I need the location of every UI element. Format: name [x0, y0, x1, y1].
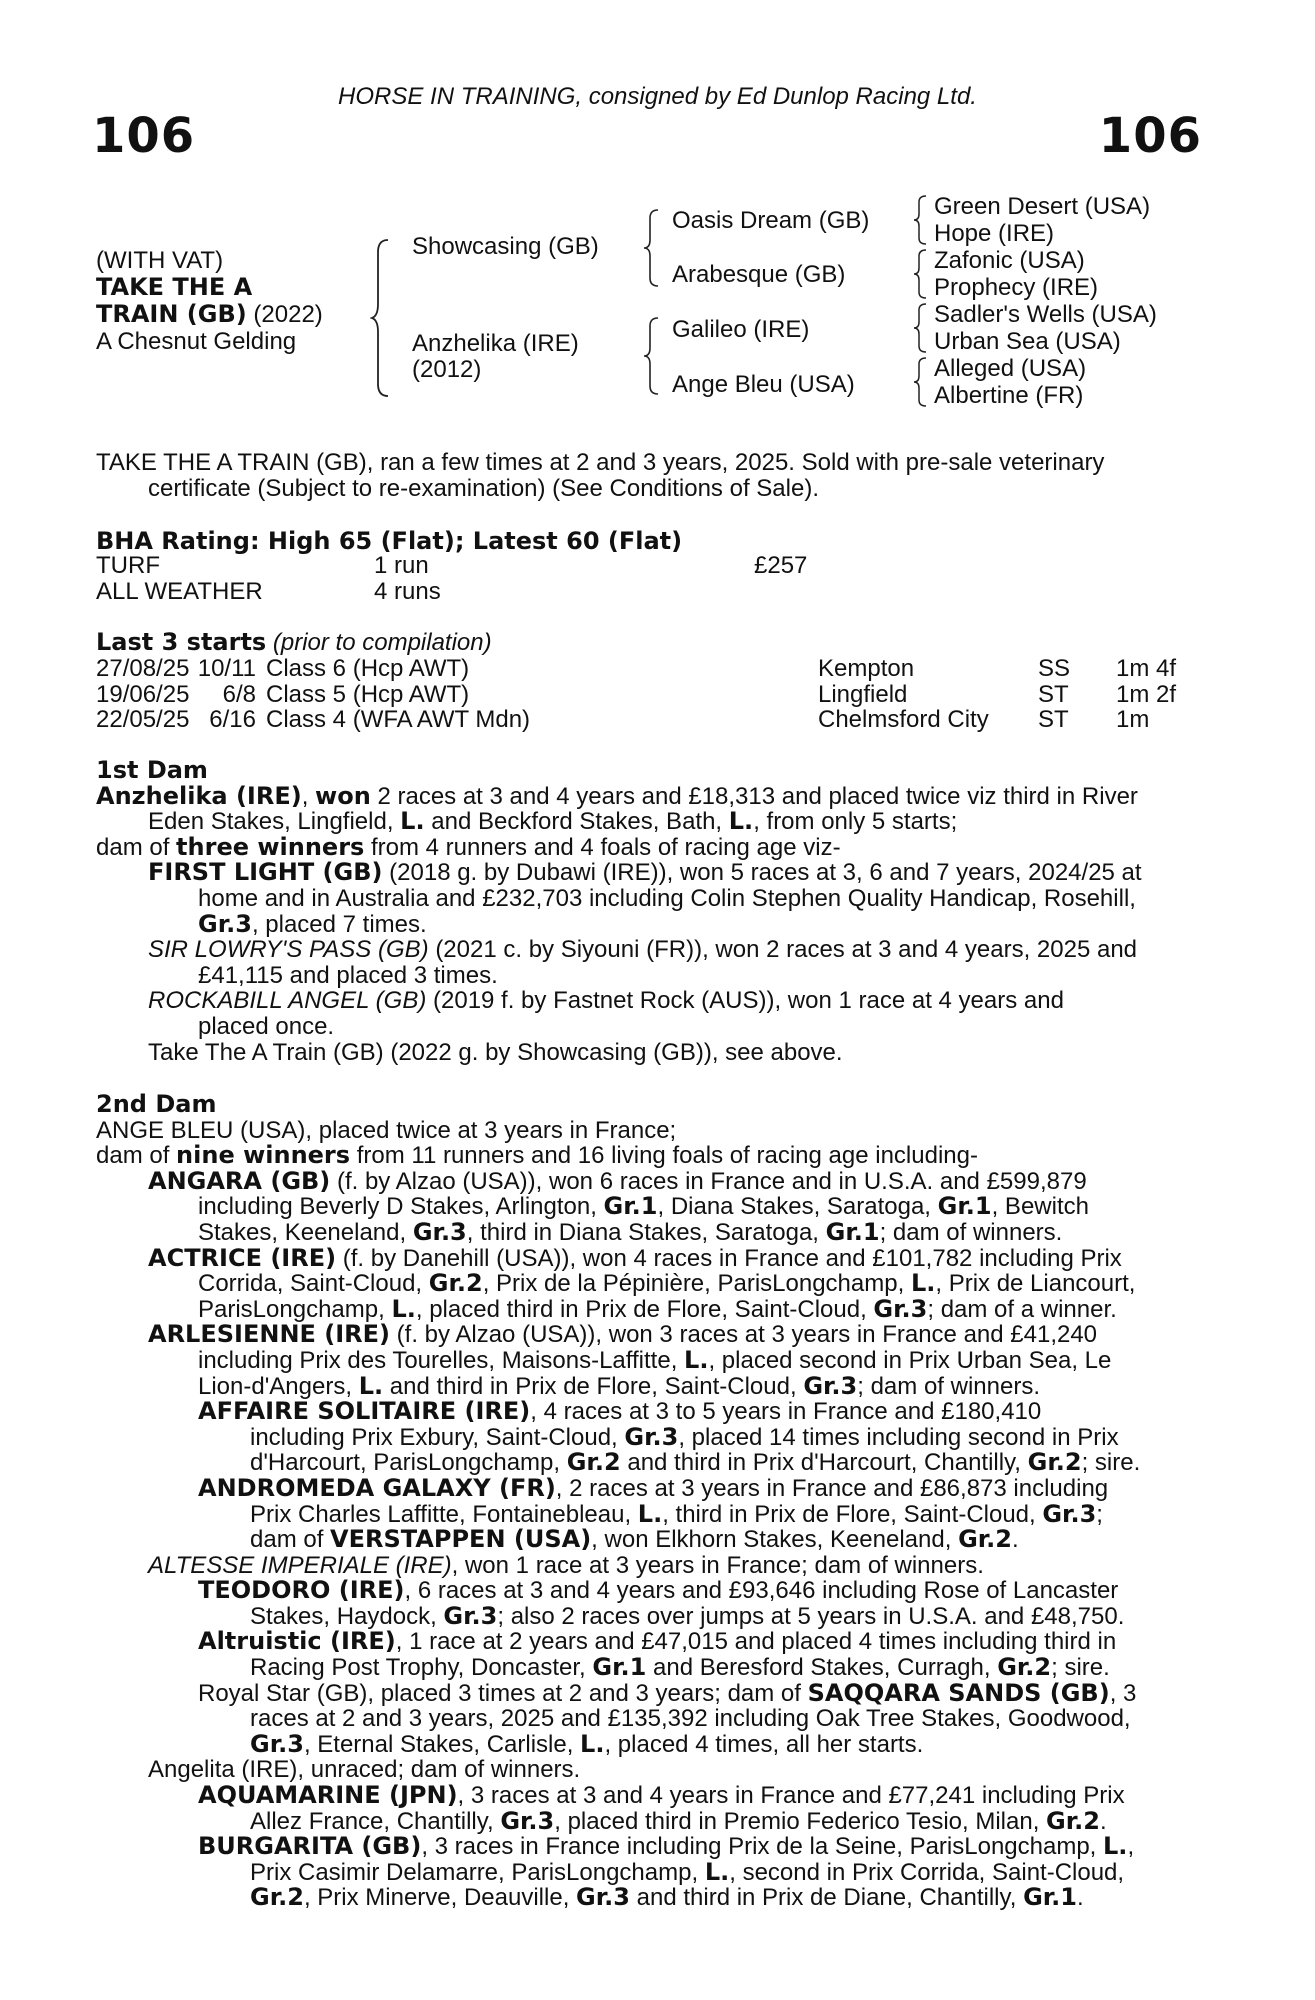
text: from 11 runners and 16 living foals of racing age including-: [350, 1142, 978, 1170]
summary-line2: certificate (Subject to re-examination) (See Conditions of Sale).: [148, 474, 819, 502]
won-label: won: [315, 781, 371, 810]
start-distance: 1m 4f: [1116, 655, 1177, 682]
pedigree-dam: Anzhelika (IRE): [412, 330, 579, 357]
last-starts-note: (prior to compilation): [272, 629, 492, 656]
group-badge: Gr.3: [412, 1217, 467, 1246]
pedigree-g1: Green Desert (USA): [934, 193, 1151, 220]
royal-star-line3: [96, 1729, 1204, 1758]
text: , 1 race at 2 years and £47,015 and placed 4 times including third in: [395, 1628, 1117, 1656]
text: ; dam of winners.: [879, 1218, 1063, 1246]
group-badge: Gr.1: [825, 1217, 880, 1246]
pedigree-g7: Alleged (USA): [934, 355, 1087, 382]
pedigree-g5: Sadler's Wells (USA): [934, 301, 1157, 328]
andromeda-line3: [96, 1527, 1204, 1553]
group-badge: Gr.2: [250, 1883, 304, 1912]
pedigree-g4: Prophecy (IRE): [934, 274, 1099, 301]
listed-badge: L.: [358, 1371, 384, 1400]
first-dam-heading: 1st Dam: [96, 756, 208, 784]
text: , placed third in Premio Federico Tesio, Milan,: [554, 1807, 1047, 1835]
last-starts-title: Last 3 starts: [96, 628, 267, 656]
pedigree-sire-sire: Oasis Dream (GB): [672, 207, 870, 234]
listed-badge: L.: [637, 1499, 663, 1528]
angara-line1: [96, 1166, 1204, 1195]
text: ; also 2 races over jumps at 5 years in U.S.A. and £48,750.: [497, 1602, 1125, 1630]
second-dam-section: [96, 1092, 1204, 1911]
start-course: Lingfield: [818, 680, 908, 708]
text: Lion-d'Angers,: [198, 1372, 359, 1400]
pedigree-g8: Albertine (FR): [934, 382, 1084, 409]
foal-name: ANGARA (GB): [148, 1166, 331, 1195]
start-going: SS: [1038, 655, 1071, 682]
text: Allez France, Chantilly,: [250, 1807, 501, 1835]
text: , Prix de Liancourt,: [935, 1270, 1136, 1298]
start-going: ST: [1038, 706, 1069, 734]
start-row: [96, 682, 1176, 708]
all-weather-runs: 4 runs: [374, 578, 441, 605]
group-badge: Gr.2: [566, 1448, 621, 1477]
turf-runs: 1 run: [374, 552, 429, 579]
group-badge: Gr.2: [1027, 1448, 1082, 1477]
text: ; sire.: [1051, 1654, 1110, 1682]
text: , third in Diana Stakes, Saratoga,: [466, 1218, 826, 1246]
foal-name: TEODORO (IRE): [198, 1576, 405, 1605]
text: ;: [1096, 1500, 1103, 1528]
start-distance: 1m: [1116, 706, 1150, 734]
listed-badge: L.: [728, 807, 754, 836]
pedigree-brace-sire: [642, 208, 660, 288]
text: dam of: [96, 833, 177, 861]
pedigree-sire: Showcasing (GB): [412, 233, 599, 260]
altruistic-line1: [96, 1629, 1204, 1655]
angelita-line1: Angelita (IRE), unraced; dam of winners.: [148, 1756, 581, 1784]
text: d'Harcourt, ParisLongchamp,: [250, 1449, 567, 1477]
all-weather-label: ALL WEATHER: [96, 578, 263, 605]
group-badge: Gr.2: [958, 1525, 1012, 1554]
royal-star-line2: races at 2 and 3 years, 2025 and £135,392 including Oak Tree Stakes, Goodwood,: [250, 1705, 1131, 1733]
start-date: 19/06/25: [96, 680, 190, 708]
summary-line1: TAKE THE A TRAIN (GB), ran a few times at 2 and 3 years, 2025. Sold with pre-sale veterinary: [96, 449, 1105, 476]
burgarita-line1: [96, 1834, 1204, 1860]
text: (f. by Danehill (USA)), won 4 races in France and £101,782 including Prix: [336, 1244, 1122, 1272]
altesse-line1: [96, 1553, 1204, 1579]
lot-number-right: 106: [1098, 108, 1202, 164]
turf-earnings: £257: [754, 552, 808, 579]
pedigree-g3: Zafonic (USA): [934, 247, 1085, 274]
foal-name: Altruistic (IRE): [198, 1627, 396, 1656]
start-position: 6/16: [209, 706, 256, 734]
group-badge: Gr.1: [592, 1653, 647, 1682]
foal-name: ALTESSE IMPERIALE (IRE): [148, 1551, 452, 1579]
first-dam-line2: [96, 809, 1204, 835]
race-summary: [96, 450, 1204, 501]
text: Eden Stakes, Lingfield,: [148, 808, 401, 836]
burgarita-line2: [96, 1857, 1204, 1886]
pedigree-brace-dam: [642, 316, 660, 396]
teodoro-line2: [96, 1601, 1204, 1630]
text: , placed second in Prix Urban Sea, Le: [708, 1346, 1112, 1374]
pedigree-brace-main: [370, 238, 390, 398]
teodoro-line1: [96, 1578, 1204, 1604]
bha-rating-heading: BHA Rating: High 65 (Flat); Latest 60 (Flat): [96, 527, 683, 555]
second-dam-line1: ANGE BLEU (USA), placed twice at 3 years in France;: [96, 1116, 677, 1144]
horse-description: A Chesnut Gelding: [96, 328, 297, 355]
text: , 3 races at 3 and 4 years in France and £77,241 including Prix: [457, 1782, 1125, 1810]
text: dam of: [250, 1526, 331, 1554]
second-dam-heading: 2nd Dam: [96, 1090, 217, 1118]
text: .: [1099, 1807, 1107, 1835]
foal-name: ROCKABILL ANGEL (GB): [148, 987, 427, 1015]
group-badge: Gr.3: [576, 1883, 630, 1912]
listed-badge: L.: [580, 1729, 605, 1758]
start-position: 10/11: [197, 655, 256, 682]
group-badge: Gr.3: [443, 1601, 498, 1630]
start-course: Kempton: [818, 655, 915, 682]
text: , won Elkhorn Stakes, Keeneland,: [591, 1526, 959, 1554]
start-row: [96, 656, 1176, 682]
group-badge: Gr.3: [803, 1371, 858, 1400]
horse-name: TRAIN (GB): [96, 300, 247, 328]
foal-first-light-line3: [96, 909, 1204, 938]
turf-label: TURF: [96, 552, 160, 579]
text: including Prix Exbury, Saint-Cloud,: [250, 1423, 625, 1451]
pedigree-dam-dam: Ange Bleu (USA): [672, 371, 855, 398]
foal-name: ANDROMEDA GALAXY (FR): [198, 1473, 556, 1502]
group-badge: Gr.3: [873, 1294, 928, 1323]
text: and third in Prix de Diane, Chantilly,: [629, 1884, 1024, 1912]
arlesienne-line1: [96, 1322, 1204, 1348]
text: , Prix de la Pépinière, ParisLongchamp,: [482, 1270, 911, 1298]
pedigree-g6: Urban Sea (USA): [934, 328, 1121, 355]
listed-badge: L.: [391, 1294, 416, 1323]
listed-badge: L.: [1103, 1832, 1128, 1861]
foal-sir-lowrys-pass-line2: £41,115 and placed 3 times.: [198, 961, 498, 989]
pedigree-brace-g56: [912, 302, 928, 354]
start-date: 22/05/25: [96, 706, 190, 734]
winners-count: three winners: [176, 832, 365, 861]
text: Stakes, Keeneland,: [198, 1218, 413, 1246]
text: , Diana Stakes, Saratoga,: [657, 1193, 938, 1221]
text: and Beresford Stakes, Curragh,: [646, 1654, 998, 1682]
text: , placed 4 times, all her starts.: [604, 1730, 924, 1758]
listed-badge: L.: [400, 807, 425, 836]
text: Corrida, Saint-Cloud,: [198, 1270, 429, 1298]
first-dam-section: [96, 758, 1204, 1065]
actrice-line2: [96, 1271, 1204, 1297]
text: , Eternal Stakes, Carlisle,: [303, 1730, 581, 1758]
foal-sir-lowrys-pass: [96, 937, 1204, 963]
group-badge: Gr.3: [198, 909, 252, 938]
affaire-line1: [96, 1399, 1204, 1425]
andromeda-line1: [96, 1473, 1204, 1502]
royal-star-line1: [96, 1678, 1204, 1707]
start-going: ST: [1038, 680, 1069, 708]
text: , 3: [1109, 1679, 1137, 1707]
burgarita-line3: [96, 1885, 1204, 1911]
text: dam of: [96, 1142, 177, 1170]
text: (2021 c. by Siyouni (FR)), won 2 races at 3 and 4 years, 2025 and: [435, 936, 1138, 964]
angara-line3: [96, 1217, 1204, 1246]
aquamarine-line2: [96, 1806, 1204, 1835]
pedigree-dam-sire: Galileo (IRE): [672, 316, 810, 343]
foal-first-light-line2: home and in Australia and £232,703 including Colin Stephen Quality Handicap, Rosehill,: [198, 884, 1136, 912]
text: and Beckford Stakes, Bath,: [424, 808, 729, 836]
lot-number-left: 106: [92, 108, 196, 164]
start-distance: 1m 2f: [1116, 680, 1177, 708]
start-course: Chelmsford City: [818, 706, 989, 734]
group-badge: Gr.2: [1046, 1806, 1100, 1835]
last-starts-heading: [96, 630, 492, 656]
actrice-line3: [96, 1294, 1204, 1323]
group-badge: Gr.3: [250, 1729, 304, 1758]
horse-year: (2022): [253, 301, 323, 328]
text: Racing Post Trophy, Doncaster,: [250, 1654, 593, 1682]
text: , won 1 race at 3 years in France; dam of winners.: [451, 1551, 984, 1579]
text: , 4 races at 3 to 5 years in France and £180,410: [530, 1398, 1042, 1426]
foal-rockabill-angel-line2: placed once.: [198, 1012, 335, 1040]
second-dam-line2: [96, 1143, 1204, 1169]
arlesienne-line2: [96, 1345, 1204, 1374]
angara-line2: [96, 1194, 1204, 1220]
altruistic-line2: [96, 1655, 1204, 1681]
foal-name: SIR LOWRY'S PASS (GB): [148, 936, 429, 964]
andromeda-line2: [96, 1499, 1204, 1528]
affaire-line2: [96, 1422, 1204, 1451]
pedigree-dam-year: (2012): [412, 356, 482, 383]
foal-name: AQUAMARINE (JPN): [198, 1781, 458, 1810]
horse-name-line1: TAKE THE A: [96, 273, 253, 301]
start-race: Class 5 (Hcp AWT): [266, 680, 470, 708]
first-dam-line1: Anzhelika (IRE), won 2 races at 3 and 4 years and £18,313 and placed twice viz third in River: [96, 781, 1138, 810]
foal-name: VERSTAPPEN (USA): [330, 1525, 592, 1554]
text: (f. by Alzao (USA)), won 6 races in France and in U.S.A. and £599,879: [330, 1167, 1087, 1195]
group-badge: Gr.3: [1042, 1499, 1097, 1528]
text: ; dam of a winner.: [927, 1295, 1117, 1323]
aquamarine-line1: [96, 1783, 1204, 1809]
foal-name: SAQQARA SANDS (GB): [807, 1678, 1110, 1707]
consignor-heading: HORSE IN TRAINING, consigned by Ed Dunlop Racing Ltd.: [338, 83, 977, 110]
first-dam-line3: [96, 832, 1204, 861]
foal-name: BURGARITA (GB): [198, 1832, 422, 1861]
group-badge: Gr.3: [500, 1806, 555, 1835]
pedigree-brace-g12: [912, 194, 928, 246]
foal-name: ARLESIENNE (IRE): [148, 1320, 391, 1349]
text: Royal Star (GB), placed 3 times at 2 and 3 years; dam of: [198, 1679, 808, 1707]
foal-name: AFFAIRE SOLITAIRE (IRE): [198, 1397, 531, 1426]
start-date: 27/08/25: [96, 655, 190, 682]
text: Prix Casimir Delamarre, ParisLongchamp,: [250, 1858, 705, 1886]
pedigree-brace-g78: [912, 356, 928, 408]
start-row: [96, 707, 1176, 733]
vat-note: (WITH VAT): [96, 247, 224, 274]
text: 2 races at 3 and 4 years and £18,313 and placed twice viz third in River: [370, 782, 1138, 810]
text: (2018 g. by Dubawi (IRE)), won 5 races at 3, 6 and 7 years, 2024/25 at: [382, 859, 1142, 887]
text: , placed 14 times including second in Prix: [678, 1423, 1119, 1451]
pedigree-g2: Hope (IRE): [934, 220, 1055, 247]
text: including Beverly D Stakes, Arlington,: [198, 1193, 604, 1221]
text: , placed third in Prix de Flore, Saint-Cloud,: [415, 1295, 874, 1323]
group-badge: Gr.2: [428, 1269, 483, 1298]
group-badge: Gr.3: [624, 1422, 679, 1451]
text: , from only 5 starts;: [753, 808, 958, 836]
text: , second in Prix Corrida, Saint-Cloud,: [729, 1858, 1125, 1886]
text: (2019 f. by Fastnet Rock (AUS)), won 1 race at 4 years and: [433, 987, 1064, 1015]
horse-name-line2: [96, 302, 323, 328]
text: and third in Prix d'Harcourt, Chantilly,: [620, 1449, 1028, 1477]
pedigree-brace-g34: [912, 248, 928, 300]
text: ; sire.: [1081, 1449, 1141, 1477]
text: .: [1077, 1884, 1084, 1912]
listed-badge: L.: [910, 1269, 936, 1298]
foal-first-light: [96, 860, 1204, 886]
text: , Bewitch: [991, 1193, 1089, 1221]
text: Prix Charles Laffitte, Fontainebleau,: [250, 1500, 638, 1528]
foal-take-the-a-train: Take The A Train (GB) (2022 g. by Showcasing (GB)), see above.: [148, 1038, 843, 1066]
foal-name: ACTRICE (IRE): [148, 1243, 337, 1272]
text: Stakes, Haydock,: [250, 1602, 444, 1630]
text: from 4 runners and 4 foals of racing age viz-: [364, 833, 841, 861]
text: , placed 7 times.: [251, 910, 427, 938]
text: ,: [1127, 1833, 1135, 1861]
group-badge: Gr.1: [1023, 1883, 1077, 1912]
pedigree-sire-dam: Arabesque (GB): [672, 261, 846, 288]
text: ParisLongchamp,: [198, 1295, 392, 1323]
arlesienne-line3: [96, 1371, 1204, 1400]
foal-rockabill-angel: [96, 988, 1204, 1014]
last-starts-table: [96, 656, 1176, 733]
foal-name: FIRST LIGHT (GB): [148, 858, 383, 887]
text: , 3 races in France including Prix de la Seine, ParisLongchamp,: [421, 1833, 1104, 1861]
actrice-line1: [96, 1243, 1204, 1272]
winners-count: nine winners: [176, 1141, 351, 1170]
text: including Prix des Tourelles, Maisons-Laffitte,: [198, 1346, 685, 1374]
group-badge: Gr.1: [603, 1192, 658, 1221]
group-badge: Gr.1: [937, 1192, 992, 1221]
text: , 6 races at 3 and 4 years and £93,646 including Rose of Lancaster: [404, 1577, 1119, 1605]
text: and third in Prix de Flore, Saint-Cloud,: [383, 1372, 804, 1400]
start-position: 6/8: [222, 680, 256, 708]
affaire-line3: [96, 1450, 1204, 1476]
group-badge: Gr.2: [997, 1653, 1052, 1682]
text: (f. by Alzao (USA)), won 3 races at 3 years in France and £41,240: [390, 1321, 1098, 1349]
listed-badge: L.: [704, 1857, 730, 1886]
start-race: Class 4 (WFA AWT Mdn): [266, 706, 531, 734]
text: , Prix Minerve, Deauville,: [303, 1884, 577, 1912]
dam-name: Anzhelika (IRE): [96, 781, 302, 810]
text: , 2 races at 3 years in France and £86,873 including: [555, 1474, 1109, 1502]
text: ; dam of winners.: [857, 1372, 1040, 1400]
text: .: [1012, 1526, 1019, 1554]
listed-badge: L.: [684, 1345, 709, 1374]
text: , third in Prix de Flore, Saint-Cloud,: [662, 1500, 1043, 1528]
start-race: Class 6 (Hcp AWT): [266, 655, 470, 682]
